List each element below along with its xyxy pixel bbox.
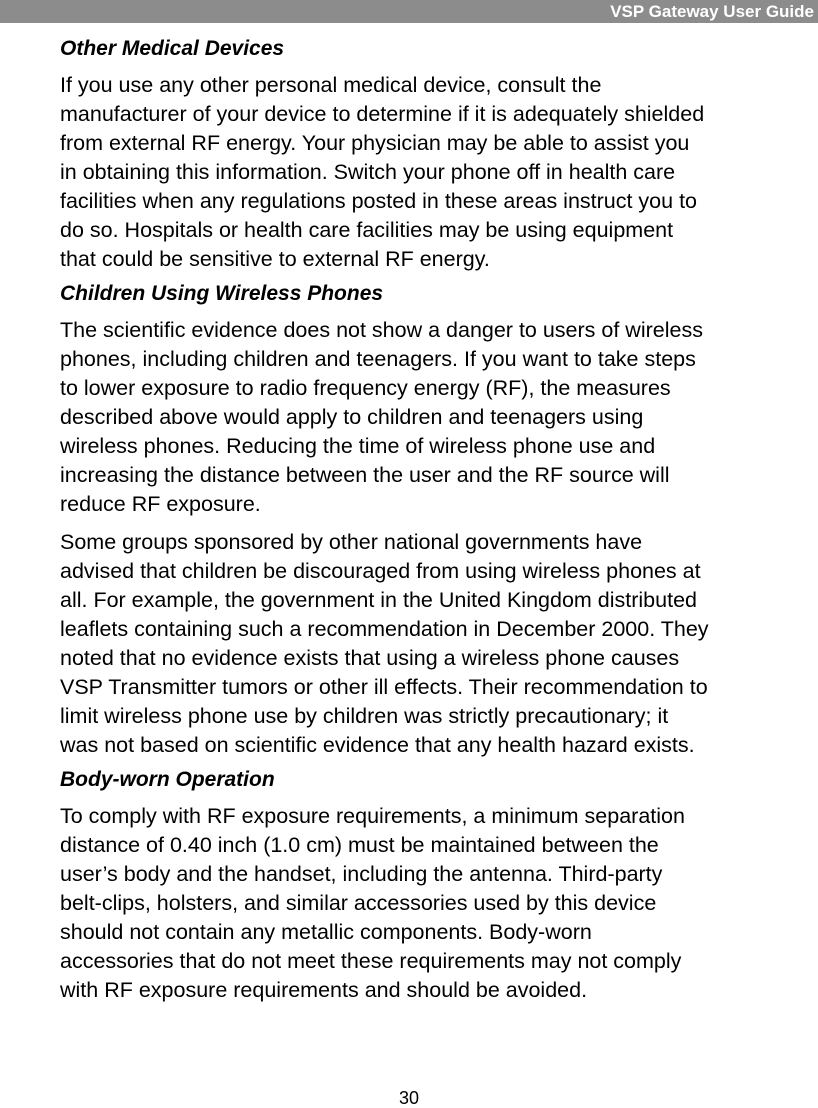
text-line: noted that no evidence exists that using a wireless phone causes [60,646,680,670]
text-line: belt-clips, holsters, and similar accessories used by this device [60,891,657,915]
section-heading: Children Using Wireless Phones [60,282,384,305]
text-line: VSP Transmitter tumors or other ill effects. Their recommendation to [60,675,708,699]
text-line: do so. Hospitals or health care facilities may be using equipment [60,218,674,242]
section-other-medical-devices [60,34,818,279]
text-line: user’s body and the handset, including the antenna. Third-party [60,862,663,886]
text-line: was not based on scientific evidence that any health hazard exists. [60,733,695,757]
header-bar [0,0,818,23]
text-line: reduce RF exposure. [60,492,261,516]
section-children-using-wireless-phones [60,279,818,765]
text-line: wireless phones. Reducing the time of wireless phone use and [60,434,656,458]
paragraph [60,71,818,274]
text-line: increasing the distance between the user and the RF source will [60,463,670,487]
text-line: with RF exposure requirements and should be avoided. [60,978,588,1002]
text-line: should not contain any metallic components. Body-worn [60,920,592,944]
paragraph [60,316,818,519]
text-line: Some groups sponsored by other national governments have [60,530,643,554]
section-heading: Other Medical Devices [60,37,285,60]
paragraph [60,802,818,1005]
document-title: VSP Gateway User Guide [610,2,814,21]
text-line: leaflets containing such a recommendation in December 2000. They [60,617,709,641]
text-line: accessories that do not meet these requirements may not comply [60,949,682,973]
paragraph [60,528,818,760]
text-line: To comply with RF exposure requirements, a minimum separation [60,804,685,828]
section-heading: Body-worn Operation [60,768,275,791]
text-line: The scientific evidence does not show a danger to users of wireless [60,318,703,342]
text-line: described above would apply to children and teenagers using [60,405,644,429]
text-line: to lower exposure to radio frequency energy (RF), the measures [60,376,671,400]
page-number: 30 [398,1088,420,1108]
text-line: If you use any other personal medical device, consult the [60,73,602,97]
text-line: limit wireless phone use by children was strictly precautionary; it [60,704,669,728]
section-body-worn-operation [60,765,818,1005]
text-line: manufacturer of your device to determine if it is adequately shielded [60,102,705,126]
text-line: phones, including children and teenagers. If you want to take steps [60,347,696,371]
text-line: that could be sensitive to external RF energy. [60,247,490,271]
text-line: facilities when any regulations posted in these areas instruct you to [60,189,698,213]
text-line: from external RF energy. Your physician may be able to assist you [60,131,690,155]
text-line: all. For example, the government in the United Kingdom distributed [60,588,697,612]
text-line: distance of 0.40 inch (1.0 cm) must be maintained between the [60,833,659,857]
text-line: in obtaining this information. Switch your phone off in health care [60,160,676,184]
page-content [60,34,818,1005]
text-line: advised that children be discouraged from using wireless phones at [60,559,701,583]
